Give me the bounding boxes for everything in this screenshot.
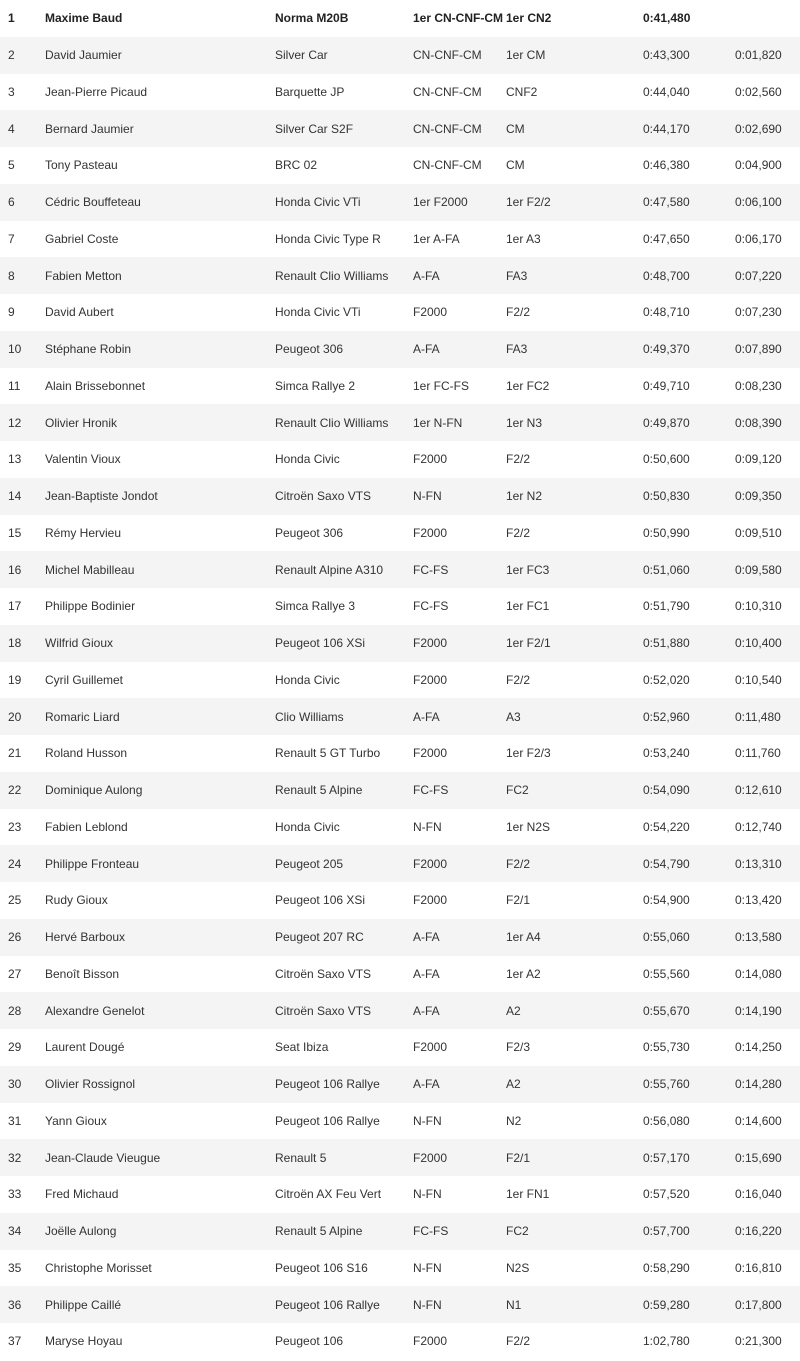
driver-name: Hervé Barboux xyxy=(45,919,275,956)
group-label: FC-FS xyxy=(413,1213,506,1250)
gap-value: 0:14,280 xyxy=(735,1066,800,1103)
group-label: N-FN xyxy=(413,1260,442,1275)
driver-name: Romaric Liard xyxy=(45,698,275,735)
car-model: Clio Williams xyxy=(275,698,413,735)
time-value: 0:44,170 xyxy=(643,110,735,147)
class-label: F2/2 xyxy=(506,845,643,882)
class-label: N2S xyxy=(506,1260,530,1275)
table-row xyxy=(0,441,800,478)
group-label: FC-FS xyxy=(413,772,506,809)
car-model: Peugeot 306 xyxy=(275,331,413,368)
group-label: A-FA xyxy=(413,966,440,981)
gap-value: 0:09,350 xyxy=(735,478,800,515)
position-cell: 25 xyxy=(8,893,22,908)
gap-value: 0:14,600 xyxy=(735,1113,782,1128)
time-value: 0:51,790 xyxy=(643,599,690,614)
gap-value: 0:11,480 xyxy=(735,698,800,735)
table-row xyxy=(0,588,800,625)
car-model: Norma M20B xyxy=(275,11,349,26)
group-label: 1er N-FN xyxy=(413,404,506,441)
position-cell: 18 xyxy=(0,625,45,662)
time-value: 0:47,650 xyxy=(643,231,690,246)
table-row xyxy=(0,662,800,699)
class-label: 1er FC3 xyxy=(506,551,643,588)
table-row xyxy=(0,1139,800,1176)
class-label: CNF2 xyxy=(506,84,538,99)
gap-value: 0:13,310 xyxy=(735,845,800,882)
position-cell: 19 xyxy=(8,672,22,687)
time-value: 0:47,580 xyxy=(643,184,735,221)
group-label: F2000 xyxy=(413,1040,448,1055)
table-row xyxy=(0,1213,800,1250)
group-label: CN-CNF-CM xyxy=(413,84,482,99)
time-value: 1:02,780 xyxy=(643,1334,690,1349)
table-row xyxy=(0,37,800,74)
position-cell: 1 xyxy=(8,11,15,26)
table-row xyxy=(0,221,800,258)
table-row xyxy=(0,1323,800,1360)
car-model: Renault 5 Alpine xyxy=(275,1213,413,1250)
car-model: Peugeot 207 RC xyxy=(275,919,413,956)
table-row xyxy=(0,698,800,735)
driver-name: Fred Michaud xyxy=(45,1187,119,1202)
car-model: Renault 5 Alpine xyxy=(275,772,413,809)
class-label: CM xyxy=(506,110,643,147)
class-label: F2/3 xyxy=(506,1040,531,1055)
time-value: 0:54,900 xyxy=(643,893,690,908)
car-model: Honda Civic VTi xyxy=(275,305,361,320)
driver-name: Philippe Caillé xyxy=(45,1286,275,1323)
group-label: FC-FS xyxy=(413,599,449,614)
position-cell: 23 xyxy=(8,819,22,834)
driver-name: Maxime Baud xyxy=(45,11,123,26)
group-label: F2000 xyxy=(413,452,448,467)
group-label: N-FN xyxy=(413,819,442,834)
group-label: A-FA xyxy=(413,919,506,956)
class-label: N2 xyxy=(506,1113,522,1128)
class-label: FA3 xyxy=(506,257,643,294)
gap-value: 0:02,560 xyxy=(735,84,782,99)
car-model: Seat Ibiza xyxy=(275,1040,329,1055)
table-row xyxy=(0,919,800,956)
time-value: 0:57,700 xyxy=(643,1213,735,1250)
gap-value: 0:09,510 xyxy=(735,525,782,540)
table-row xyxy=(0,625,800,662)
group-label: N-FN xyxy=(413,478,506,515)
time-value: 0:43,300 xyxy=(643,37,735,74)
position-cell: 36 xyxy=(0,1286,45,1323)
driver-name: Jean-Claude Vieugue xyxy=(45,1139,275,1176)
position-cell: 7 xyxy=(8,231,15,246)
position-cell: 37 xyxy=(8,1334,22,1349)
class-label: F2/2 xyxy=(506,452,531,467)
driver-name: Christophe Morisset xyxy=(45,1260,152,1275)
position-cell: 14 xyxy=(0,478,45,515)
table-row xyxy=(0,0,800,37)
table-row xyxy=(0,110,800,147)
class-label: A2 xyxy=(506,992,643,1029)
position-cell: 21 xyxy=(8,746,22,761)
position-cell: 10 xyxy=(0,331,45,368)
group-label: F2000 xyxy=(413,672,448,687)
group-label: F2000 xyxy=(413,1334,448,1349)
gap-value xyxy=(735,0,800,37)
gap-value: 0:06,170 xyxy=(735,231,782,246)
driver-name: Tony Pasteau xyxy=(45,158,118,173)
class-label: A2 xyxy=(506,1066,643,1103)
table-row xyxy=(0,404,800,441)
driver-name: Cyril Guillemet xyxy=(45,672,124,687)
car-model: Citroën Saxo VTS xyxy=(275,966,372,981)
position-cell: 6 xyxy=(0,184,45,221)
gap-value: 0:13,420 xyxy=(735,893,782,908)
class-label: CM xyxy=(506,158,525,173)
time-value: 0:52,960 xyxy=(643,698,735,735)
driver-name: Rémy Hervieu xyxy=(45,525,122,540)
driver-name: David Aubert xyxy=(45,305,114,320)
time-value: 0:48,700 xyxy=(643,257,735,294)
gap-value: 0:16,220 xyxy=(735,1213,800,1250)
driver-name: David Jaumier xyxy=(45,37,275,74)
time-value: 0:57,170 xyxy=(643,1139,735,1176)
table-row xyxy=(0,1066,800,1103)
group-label: F2000 xyxy=(413,746,448,761)
table-row xyxy=(0,257,800,294)
table-row xyxy=(0,1029,800,1066)
group-label: F2000 xyxy=(413,845,506,882)
class-label: A3 xyxy=(506,698,643,735)
gap-value: 0:09,120 xyxy=(735,452,782,467)
gap-value: 0:08,390 xyxy=(735,404,800,441)
car-model: Renault Clio Williams xyxy=(275,404,413,441)
car-model: Renault Alpine A310 xyxy=(275,551,413,588)
time-value: 0:55,670 xyxy=(643,992,735,1029)
gap-value: 0:06,100 xyxy=(735,184,800,221)
gap-value: 0:08,230 xyxy=(735,378,782,393)
time-value: 0:50,990 xyxy=(643,525,690,540)
gap-value: 0:16,040 xyxy=(735,1187,782,1202)
driver-name: Alain Brissebonnet xyxy=(45,378,146,393)
table-row xyxy=(0,809,800,846)
position-cell: 11 xyxy=(8,378,21,393)
position-cell: 2 xyxy=(0,37,45,74)
group-label: A-FA xyxy=(413,992,506,1029)
gap-value: 0:10,310 xyxy=(735,599,782,614)
driver-name: Cédric Bouffeteau xyxy=(45,184,275,221)
position-cell: 33 xyxy=(8,1187,22,1202)
position-cell: 13 xyxy=(8,452,22,467)
driver-name: Stéphane Robin xyxy=(45,331,275,368)
position-cell: 22 xyxy=(0,772,45,809)
time-value: 0:50,600 xyxy=(643,452,690,467)
position-cell: 16 xyxy=(0,551,45,588)
driver-name: Michel Mabilleau xyxy=(45,551,275,588)
class-label: FC2 xyxy=(506,772,643,809)
time-value: 0:55,060 xyxy=(643,919,735,956)
position-cell: 28 xyxy=(0,992,45,1029)
group-label: A-FA xyxy=(413,257,506,294)
time-value: 0:49,870 xyxy=(643,404,735,441)
table-row xyxy=(0,772,800,809)
position-cell: 32 xyxy=(0,1139,45,1176)
group-label: F2000 xyxy=(413,525,448,540)
table-row xyxy=(0,331,800,368)
class-label: 1er N3 xyxy=(506,404,643,441)
car-model: BRC 02 xyxy=(275,158,318,173)
time-value: 0:49,370 xyxy=(643,331,735,368)
class-label: 1er N2S xyxy=(506,819,551,834)
driver-name: Philippe Bodinier xyxy=(45,599,136,614)
gap-value: 0:14,250 xyxy=(735,1040,782,1055)
table-row xyxy=(0,184,800,221)
class-label: F2/1 xyxy=(506,1139,643,1176)
position-cell: 3 xyxy=(8,84,15,99)
class-label: FA3 xyxy=(506,331,643,368)
group-label: F2000 xyxy=(413,1139,506,1176)
gap-value: 0:02,690 xyxy=(735,110,800,147)
time-value: 0:54,090 xyxy=(643,772,735,809)
group-label: N-FN xyxy=(413,1286,506,1323)
gap-value: 0:12,740 xyxy=(735,819,782,834)
class-label: N1 xyxy=(506,1286,643,1323)
class-label: 1er N2 xyxy=(506,478,643,515)
driver-name: Wilfrid Gioux xyxy=(45,625,275,662)
class-label: F2/2 xyxy=(506,525,531,540)
group-label: CN-CNF-CM xyxy=(413,110,506,147)
class-label: FC2 xyxy=(506,1213,643,1250)
car-model: Peugeot 106 Rallye xyxy=(275,1066,413,1103)
table-row xyxy=(0,1176,800,1213)
position-cell: 35 xyxy=(8,1260,22,1275)
class-label: 1er FN1 xyxy=(506,1187,550,1202)
car-model: Honda Civic xyxy=(275,672,340,687)
driver-name: Bernard Jaumier xyxy=(45,110,275,147)
position-cell: 30 xyxy=(0,1066,45,1103)
driver-name: Jean-Pierre Picaud xyxy=(45,84,148,99)
table-row xyxy=(0,1286,800,1323)
driver-name: Rudy Gioux xyxy=(45,893,108,908)
group-label: N-FN xyxy=(413,1113,442,1128)
car-model: Citroën AX Feu Vert xyxy=(275,1187,382,1202)
position-cell: 4 xyxy=(0,110,45,147)
table-row xyxy=(0,882,800,919)
group-label: F2000 xyxy=(413,893,448,908)
driver-name: Valentin Vioux xyxy=(45,452,121,467)
time-value: 0:55,760 xyxy=(643,1066,735,1103)
car-model: Honda Civic xyxy=(275,819,340,834)
car-model: Citroën Saxo VTS xyxy=(275,992,413,1029)
driver-name: Olivier Hronik xyxy=(45,404,275,441)
class-label: F2/2 xyxy=(506,672,531,687)
group-label: 1er F2000 xyxy=(413,184,506,221)
group-label: A-FA xyxy=(413,698,506,735)
gap-value: 0:09,580 xyxy=(735,551,800,588)
time-value: 0:58,290 xyxy=(643,1260,690,1275)
position-cell: 24 xyxy=(0,845,45,882)
gap-value: 0:07,230 xyxy=(735,305,782,320)
time-value: 0:53,240 xyxy=(643,746,690,761)
time-value: 0:52,020 xyxy=(643,672,690,687)
gap-value: 0:04,900 xyxy=(735,158,782,173)
gap-value: 0:14,190 xyxy=(735,992,800,1029)
class-label: 1er FC1 xyxy=(506,599,550,614)
time-value: 0:56,080 xyxy=(643,1113,690,1128)
car-model: Simca Rallye 2 xyxy=(275,378,356,393)
gap-value: 0:12,610 xyxy=(735,772,800,809)
gap-value: 0:11,760 xyxy=(735,746,781,761)
class-label: 1er A2 xyxy=(506,966,541,981)
class-label: 1er F2/1 xyxy=(506,625,643,662)
gap-value: 0:17,800 xyxy=(735,1286,800,1323)
position-cell: 34 xyxy=(0,1213,45,1250)
gap-value: 0:07,220 xyxy=(735,257,800,294)
position-cell: 9 xyxy=(8,305,15,320)
position-cell: 20 xyxy=(0,698,45,735)
car-model: Peugeot 106 XSi xyxy=(275,625,413,662)
time-value: 0:41,480 xyxy=(643,11,691,26)
driver-name: Philippe Fronteau xyxy=(45,845,275,882)
driver-name: Olivier Rossignol xyxy=(45,1066,275,1103)
car-model: Peugeot 106 xyxy=(275,1334,344,1349)
driver-name: Yann Gioux xyxy=(45,1113,107,1128)
class-label: F2/2 xyxy=(506,1334,531,1349)
table-row xyxy=(0,845,800,882)
driver-name: Roland Husson xyxy=(45,746,128,761)
table-row xyxy=(0,294,800,331)
table-row xyxy=(0,478,800,515)
car-model: Renault 5 xyxy=(275,1139,413,1176)
driver-name: Maryse Hoyau xyxy=(45,1334,123,1349)
class-label: 1er F2/2 xyxy=(506,184,643,221)
car-model: Peugeot 306 xyxy=(275,525,344,540)
driver-name: Fabien Leblond xyxy=(45,819,128,834)
driver-name: Benoît Bisson xyxy=(45,966,120,981)
gap-value: 0:01,820 xyxy=(735,37,800,74)
table-row xyxy=(0,1103,800,1140)
driver-name: Dominique Aulong xyxy=(45,772,275,809)
time-value: 0:50,830 xyxy=(643,478,735,515)
position-cell: 29 xyxy=(8,1040,22,1055)
car-model: Honda Civic Type R xyxy=(275,231,381,246)
time-value: 0:51,880 xyxy=(643,625,735,662)
class-label: F2/2 xyxy=(506,305,531,320)
driver-name: Alexandre Genelot xyxy=(45,992,275,1029)
time-value: 0:49,710 xyxy=(643,378,690,393)
position-cell: 15 xyxy=(8,525,22,540)
car-model: Honda Civic xyxy=(275,452,340,467)
gap-value: 0:07,890 xyxy=(735,331,800,368)
car-model: Simca Rallye 3 xyxy=(275,599,356,614)
car-model: Citroën Saxo VTS xyxy=(275,478,413,515)
gap-value: 0:21,300 xyxy=(735,1334,782,1349)
car-model: Silver Car xyxy=(275,37,413,74)
gap-value: 0:10,540 xyxy=(735,672,782,687)
position-cell: 12 xyxy=(0,404,45,441)
position-cell: 31 xyxy=(8,1113,22,1128)
car-model: Barquette JP xyxy=(275,84,345,99)
group-label: A-FA xyxy=(413,1066,506,1103)
class-label: 1er CN2 xyxy=(506,11,552,26)
time-value: 0:51,060 xyxy=(643,551,735,588)
car-model: Peugeot 205 xyxy=(275,845,413,882)
time-value: 0:59,280 xyxy=(643,1286,735,1323)
time-value: 0:54,220 xyxy=(643,819,690,834)
group-label: 1er A-FA xyxy=(413,231,460,246)
gap-value: 0:15,690 xyxy=(735,1139,800,1176)
table-row xyxy=(0,956,800,993)
group-label: N-FN xyxy=(413,1187,442,1202)
table-row xyxy=(0,551,800,588)
position-cell: 8 xyxy=(0,257,45,294)
class-label: 1er CM xyxy=(506,37,643,74)
class-label: 1er FC2 xyxy=(506,378,550,393)
gap-value: 0:16,810 xyxy=(735,1260,782,1275)
time-value: 0:46,380 xyxy=(643,158,690,173)
table-row xyxy=(0,1250,800,1287)
class-label: 1er A3 xyxy=(506,231,541,246)
driver-name: Fabien Metton xyxy=(45,257,275,294)
time-value: 0:55,730 xyxy=(643,1040,690,1055)
time-value: 0:57,520 xyxy=(643,1187,690,1202)
group-label: A-FA xyxy=(413,331,506,368)
table-row xyxy=(0,515,800,552)
car-model: Renault 5 GT Turbo xyxy=(275,746,381,761)
gap-value: 0:14,080 xyxy=(735,966,782,981)
position-cell: 17 xyxy=(8,599,22,614)
table-row xyxy=(0,147,800,184)
car-model: Peugeot 106 S16 xyxy=(275,1260,368,1275)
group-label: F2000 xyxy=(413,305,448,320)
car-model: Peugeot 106 Rallye xyxy=(275,1286,413,1323)
class-label: 1er A4 xyxy=(506,919,643,956)
group-label: CN-CNF-CM xyxy=(413,158,482,173)
position-cell: 27 xyxy=(8,966,22,981)
group-label: CN-CNF-CM xyxy=(413,37,506,74)
table-row xyxy=(0,992,800,1029)
group-label: F2000 xyxy=(413,625,506,662)
driver-name: Gabriel Coste xyxy=(45,231,119,246)
driver-name: Jean-Baptiste Jondot xyxy=(45,478,275,515)
time-value: 0:44,040 xyxy=(643,84,690,99)
car-model: Peugeot 106 XSi xyxy=(275,893,366,908)
class-label: F2/1 xyxy=(506,893,531,908)
time-value: 0:48,710 xyxy=(643,305,690,320)
position-cell: 5 xyxy=(8,158,15,173)
car-model: Silver Car S2F xyxy=(275,110,413,147)
class-label: 1er F2/3 xyxy=(506,746,551,761)
gap-value: 0:10,400 xyxy=(735,625,800,662)
group-label: FC-FS xyxy=(413,551,506,588)
driver-name: Joëlle Aulong xyxy=(45,1213,275,1250)
table-row xyxy=(0,368,800,405)
car-model: Peugeot 106 Rallye xyxy=(275,1113,380,1128)
table-row xyxy=(0,74,800,111)
position-cell: 26 xyxy=(0,919,45,956)
group-label: 1er CN-CNF-CM xyxy=(413,11,503,26)
car-model: Honda Civic VTi xyxy=(275,184,413,221)
time-value: 0:54,790 xyxy=(643,845,735,882)
table-row xyxy=(0,735,800,772)
car-model: Renault Clio Williams xyxy=(275,257,413,294)
gap-value: 0:13,580 xyxy=(735,919,800,956)
group-label: 1er FC-FS xyxy=(413,378,470,393)
driver-name: Laurent Dougé xyxy=(45,1040,125,1055)
time-value: 0:55,560 xyxy=(643,966,690,981)
